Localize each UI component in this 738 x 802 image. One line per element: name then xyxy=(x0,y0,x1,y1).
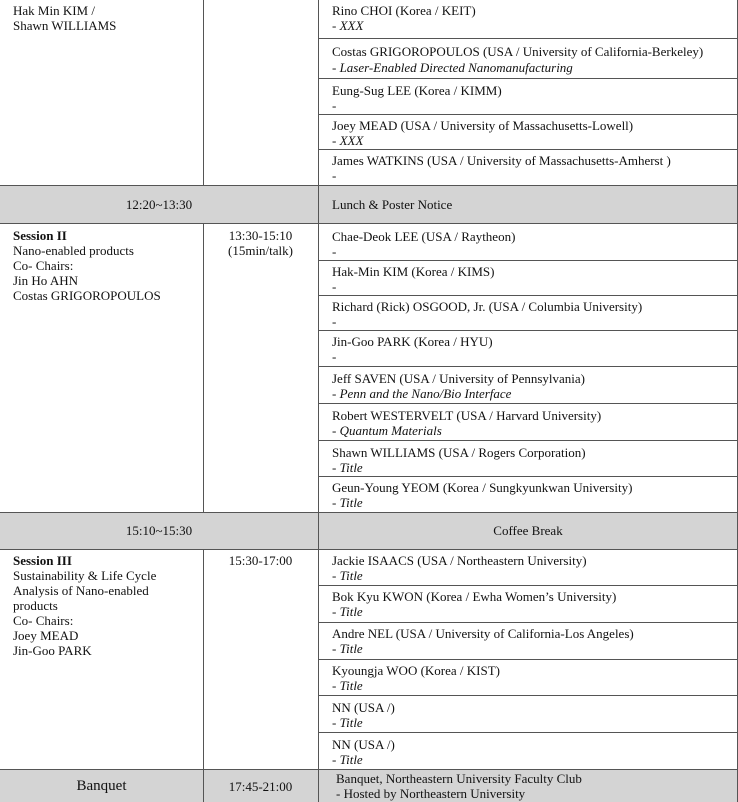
talk-title: - Title xyxy=(332,568,363,583)
talk-title: - xyxy=(332,279,337,294)
talk-speaker: Eung-Sug LEE (Korea / KIMM) xyxy=(332,83,502,98)
rule-v3 xyxy=(203,223,204,512)
banquet-line: - Hosted by Northeastern University xyxy=(336,786,526,801)
talk-speaker: Jin-Goo PARK (Korea / HYU) xyxy=(332,334,493,349)
talk-speaker: Rino CHOI (Korea / KEIT) xyxy=(332,3,476,18)
talk-title: - Title xyxy=(332,604,363,619)
block1-chair: Shawn WILLIAMS xyxy=(13,18,117,33)
talk-title: - XXX xyxy=(332,18,364,33)
rule-h-lunch-bottom xyxy=(0,223,738,224)
lunch-time: 12:20~13:30 xyxy=(125,197,193,212)
rule-talk xyxy=(318,114,738,115)
talk-title: - xyxy=(332,244,337,259)
rule-talk xyxy=(318,622,738,623)
talk-title: - Title xyxy=(332,715,363,730)
session3-line: Joey MEAD xyxy=(13,628,79,643)
talk-title: - Quantum Materials xyxy=(332,423,442,438)
rule-talk xyxy=(318,403,738,404)
lunch-label: Lunch & Poster Notice xyxy=(332,197,453,212)
talk-title: - Title xyxy=(332,752,363,767)
talk-title: - Title xyxy=(332,678,363,693)
rule-h-lunch-top xyxy=(0,185,738,186)
talk-speaker: Jackie ISAACS (USA / Northeastern University) xyxy=(332,553,587,568)
talk-title: - Title xyxy=(332,641,363,656)
rule-talk xyxy=(318,260,738,261)
session2-line: Nano-enabled products xyxy=(13,243,134,258)
talk-speaker: Hak-Min KIM (Korea / KIMS) xyxy=(332,264,495,279)
rule-h-banquet-top xyxy=(0,769,738,770)
talk-speaker: NN (USA /) xyxy=(332,700,395,715)
rule-talk xyxy=(318,366,738,367)
rule-talk xyxy=(318,476,738,477)
rule-talk xyxy=(318,440,738,441)
talk-title: - Title xyxy=(332,460,363,475)
talk-title: - xyxy=(332,168,337,183)
rule-h-coffee-bottom xyxy=(0,549,738,550)
talk-speaker: Geun-Young YEOM (Korea / Sungkyunkwan University) xyxy=(332,480,633,495)
talk-title: - xyxy=(332,98,337,113)
session2-name: Session II xyxy=(13,228,67,243)
session2-line: Jin Ho AHN xyxy=(13,273,79,288)
session2-time-note: (15min/talk) xyxy=(228,243,293,258)
session3-line: Jin-Goo PARK xyxy=(13,643,92,658)
talk-title: - Title xyxy=(332,495,363,510)
rule-talk xyxy=(318,659,738,660)
talk-title: - XXX xyxy=(332,133,364,148)
rule-talk xyxy=(318,585,738,586)
talk-speaker: Costas GRIGOROPOULOS (USA / University of California-Berkeley) xyxy=(332,44,704,59)
session2-line: Costas GRIGOROPOULOS xyxy=(13,288,161,303)
talk-speaker: Joey MEAD (USA / University of Massachusetts-Lowell) xyxy=(332,118,634,133)
talk-title: - xyxy=(332,314,337,329)
talk-speaker: Bok Kyu KWON (Korea / Ewha Women’s University) xyxy=(332,589,617,604)
session2-line: Co- Chairs: xyxy=(13,258,74,273)
session3-line: Sustainability & Life Cycle xyxy=(13,568,157,583)
talk-title: - xyxy=(332,349,337,364)
talk-speaker: Andre NEL (USA / University of California-Los Angeles) xyxy=(332,626,634,641)
talk-title: - Laser-Enabled Directed Nanomanufacturing xyxy=(332,60,573,75)
rule-v4 xyxy=(203,549,204,802)
talk-speaker: Richard (Rick) OSGOOD, Jr. (USA / Columbia University) xyxy=(332,299,643,314)
session3-name: Session III xyxy=(13,553,72,568)
rule-talk xyxy=(318,38,738,39)
talk-speaker: NN (USA /) xyxy=(332,737,395,752)
session3-line: Analysis of Nano-enabled xyxy=(13,583,149,598)
talk-title: - Penn and the Nano/Bio Interface xyxy=(332,386,512,401)
rule-talk xyxy=(318,149,738,150)
session2-time: 13:30-15:10 xyxy=(228,228,293,243)
banquet-label: Banquet xyxy=(76,778,127,794)
session3-time: 15:30-17:00 xyxy=(228,553,293,568)
rule-h-coffee-top xyxy=(0,512,738,513)
talk-speaker: James WATKINS (USA / University of Massachusetts-Amherst ) xyxy=(332,153,671,168)
session3-line: Co- Chairs: xyxy=(13,613,74,628)
rule-talk xyxy=(318,732,738,733)
talk-speaker: Chae-Deok LEE (USA / Raytheon) xyxy=(332,229,516,244)
talk-speaker: Kyoungja WOO (Korea / KIST) xyxy=(332,663,500,678)
talk-speaker: Jeff SAVEN (USA / University of Pennsylvania) xyxy=(332,371,586,386)
rule-talk xyxy=(318,295,738,296)
session3-line: products xyxy=(13,598,58,613)
block1-chair: Hak Min KIM / xyxy=(13,3,95,18)
rule-talk xyxy=(318,695,738,696)
rule-v2 xyxy=(318,0,319,802)
rule-v1 xyxy=(203,0,204,185)
rule-talk xyxy=(318,78,738,79)
banquet-time: 17:45-21:00 xyxy=(228,779,293,794)
rule-talk xyxy=(318,330,738,331)
talk-speaker: Shawn WILLIAMS (USA / Rogers Corporation) xyxy=(332,445,586,460)
banquet-line: Banquet, Northeastern University Faculty Club xyxy=(336,771,582,786)
talk-speaker: Robert WESTERVELT (USA / Harvard University) xyxy=(332,408,602,423)
coffee-time: 15:10~15:30 xyxy=(125,523,193,538)
coffee-label: Coffee Break xyxy=(493,523,563,538)
